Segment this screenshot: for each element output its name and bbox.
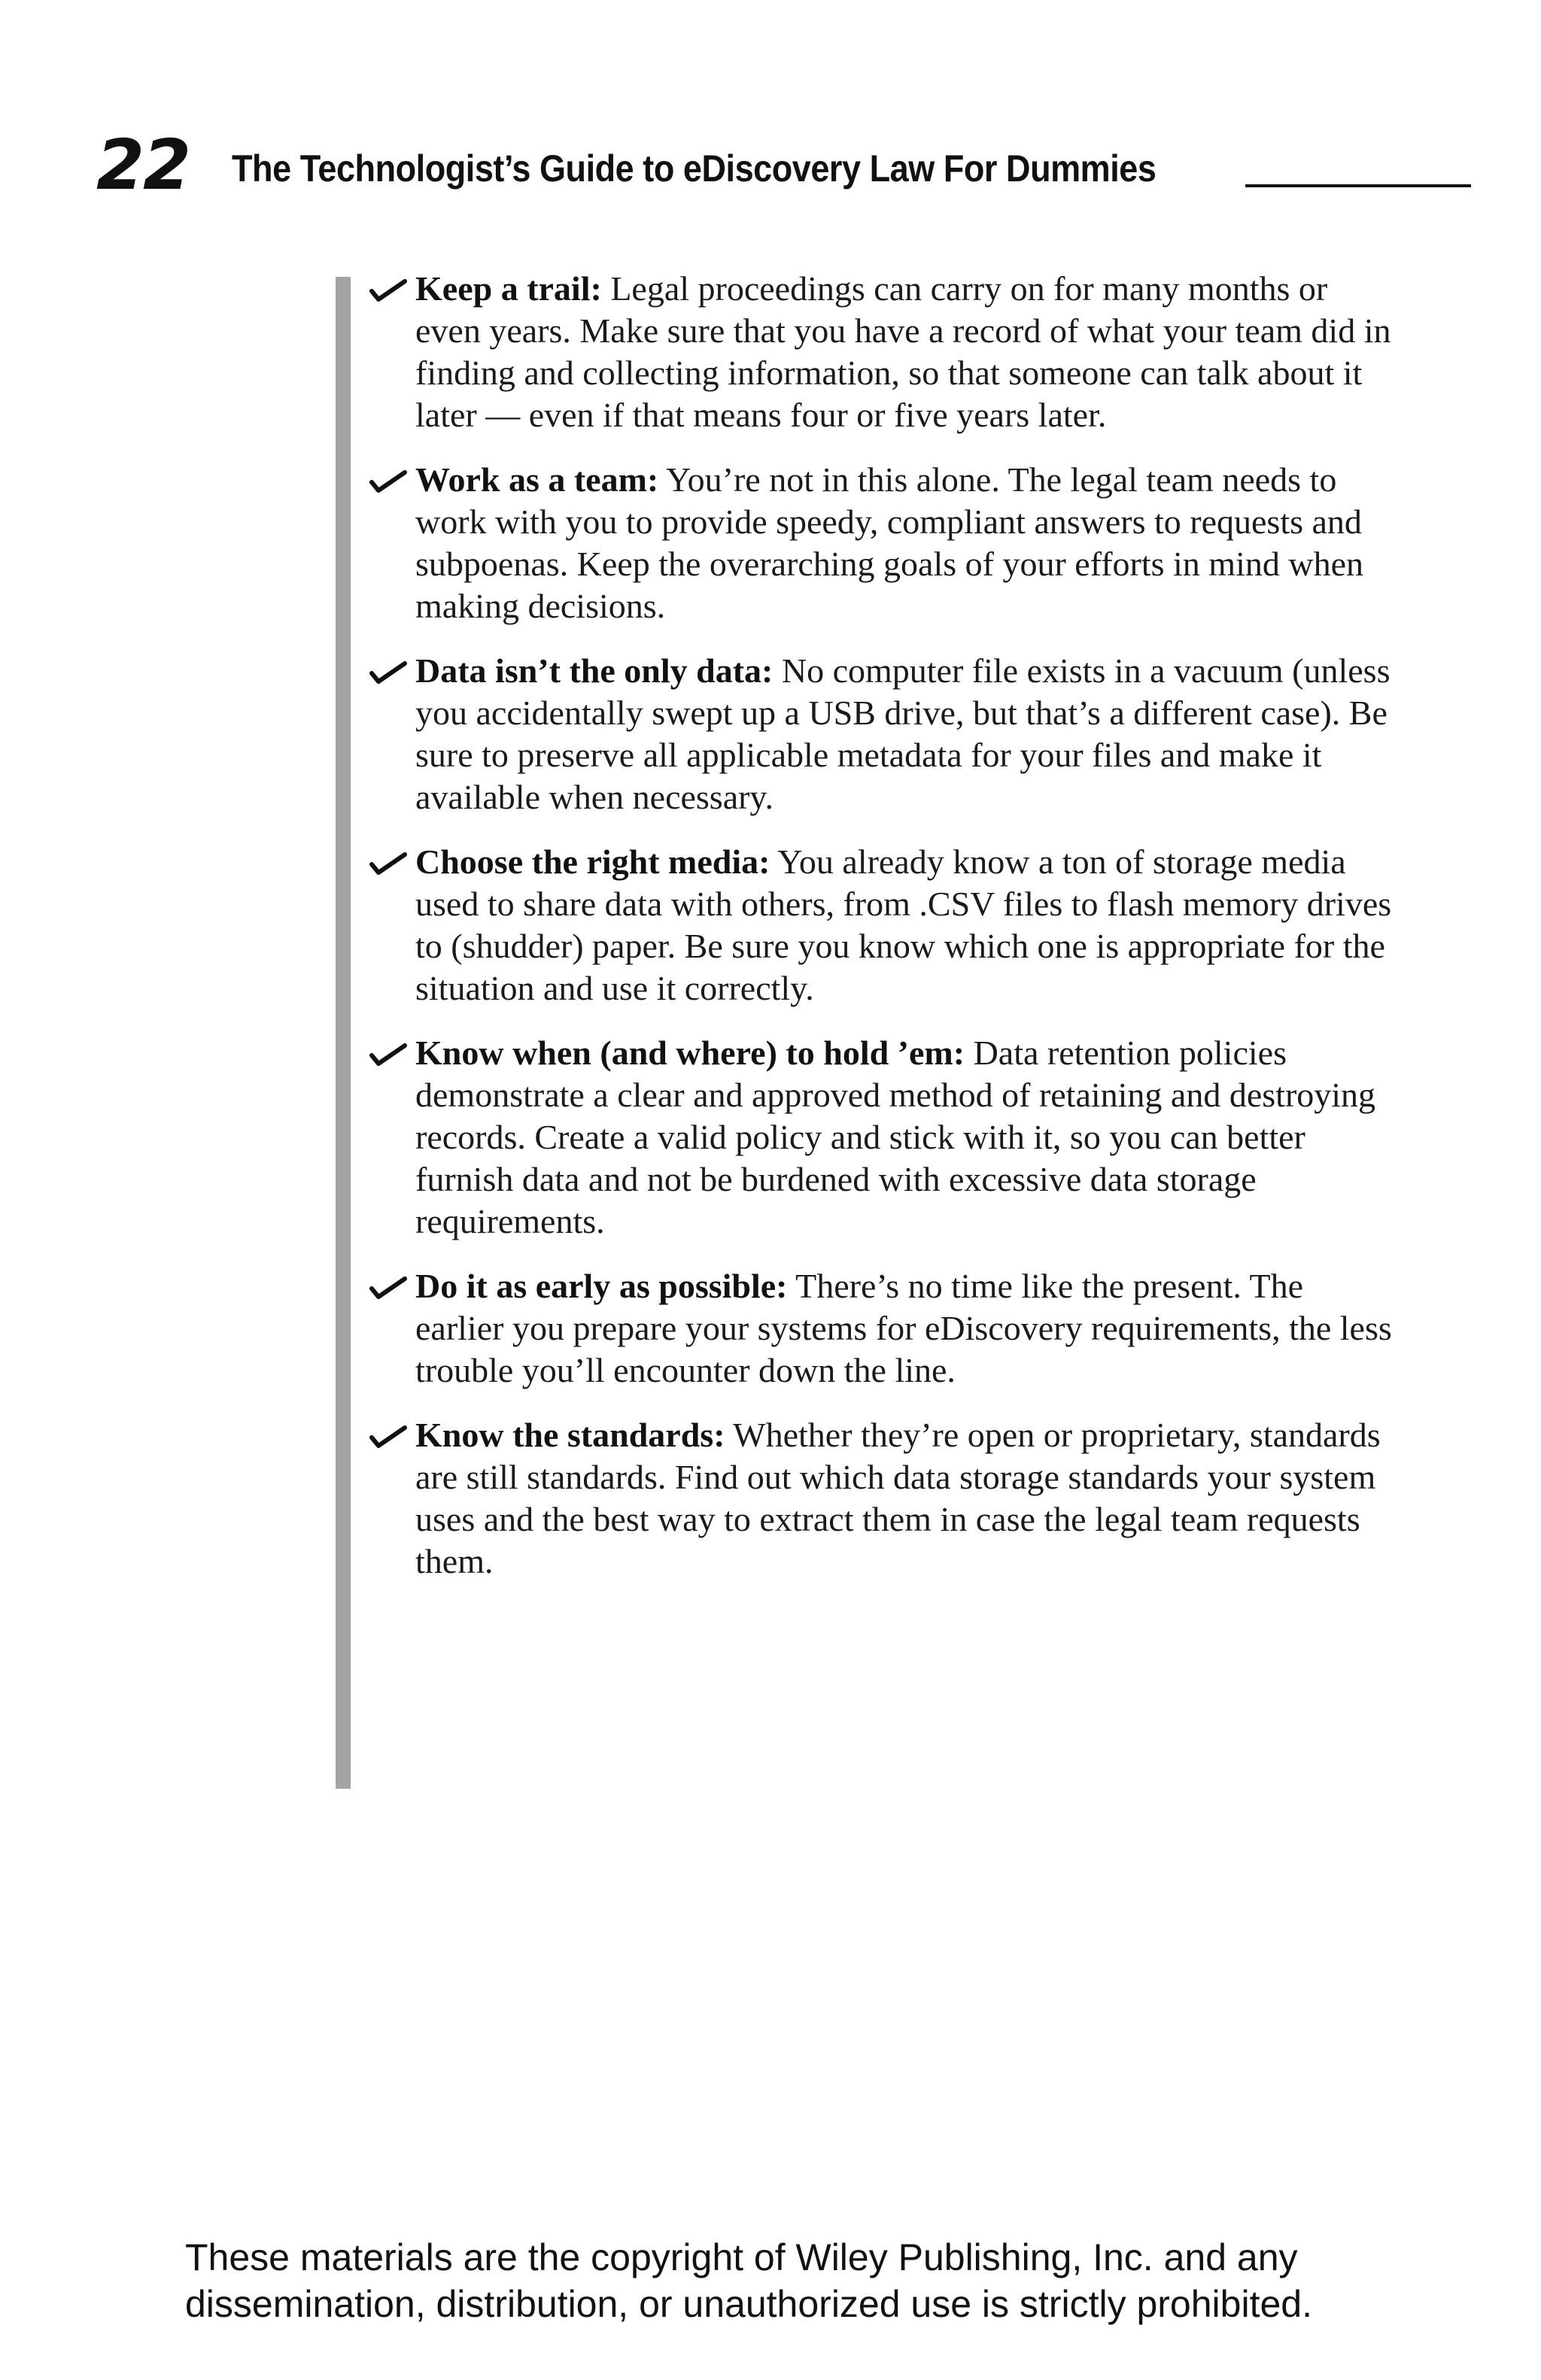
header-rule — [1245, 184, 1471, 187]
bullet-list — [369, 268, 1392, 1605]
item-text: There’s no time like the present. The earlier you prepare your systems for eDiscovery requirements, the less trouble you’ll encounter down the line. — [415, 1267, 1392, 1389]
list-item — [369, 1414, 1392, 1583]
list-item — [369, 268, 1392, 436]
check-mark-icon — [369, 1043, 408, 1066]
copyright-notice — [185, 2234, 1464, 2327]
item-text: Whether they’re open or proprietary, standards are still standards. Find out which data storage standards your system uses and the best way to extract them in case the legal team requests them. — [415, 1416, 1381, 1580]
item-label: Choose the right media: — [415, 842, 770, 881]
copyright-line-2: dissemination, distribution, or unauthorized use is strictly prohibited. — [185, 2283, 1312, 2325]
item-text: Data retention policies demonstrate a clear and approved method of retaining and destroying records. Create a valid policy and stick with it, so you can better furnish data and not be burdened with excessive data storage requirements. — [415, 1034, 1376, 1240]
check-mark-icon — [369, 470, 408, 493]
page-header — [96, 125, 1377, 205]
running-title: The Technologist’s Guide to eDiscovery Law For Dummies — [232, 147, 1157, 190]
item-label: Know the standards: — [415, 1416, 725, 1454]
item-text: You already know a ton of storage media used to share data with others, from .CSV files to flash memory drives to (shudder) paper. Be sure you know which one is appropriate for the situation and use it correctly. — [415, 842, 1392, 1007]
item-label: Know when (and where) to hold ’em: — [415, 1034, 965, 1072]
copyright-line-1: These materials are the copyright of Wiley Publishing, Inc. and any — [185, 2236, 1298, 2278]
item-label: Work as a team: — [415, 460, 659, 499]
list-item — [369, 459, 1392, 627]
list-item — [369, 841, 1392, 1009]
item-label: Do it as early as possible: — [415, 1267, 788, 1305]
list-item — [369, 1265, 1392, 1392]
item-label: Keep a trail: — [415, 269, 602, 308]
item-text: You’re not in this alone. The legal team needs to work with you to provide speedy, compliant answers to requests and subpoenas. Keep the overarching goals of your efforts in mind when making decisions. — [415, 460, 1363, 625]
check-mark-icon — [369, 1277, 408, 1299]
list-item — [369, 1032, 1392, 1243]
page-number: 22 — [96, 125, 190, 205]
check-mark-icon — [369, 852, 408, 875]
check-mark-icon — [369, 1425, 408, 1448]
sidebar-bar — [336, 277, 351, 1789]
check-mark-icon — [369, 661, 408, 684]
item-text: Legal proceedings can carry on for many months or even years. Make sure that you have a record of what your team did in finding and collecting information, so that someone can talk about it later — even if that means four or five years later. — [415, 269, 1391, 434]
item-text: No computer file exists in a vacuum (unless you accidentally swept up a USB drive, but that’s a different case). Be sure to preserve all applicable metadata for your files and make it available when necessary. — [415, 651, 1391, 816]
check-mark-icon — [369, 279, 408, 302]
list-item — [369, 650, 1392, 818]
item-label: Data isn’t the only data: — [415, 651, 774, 690]
